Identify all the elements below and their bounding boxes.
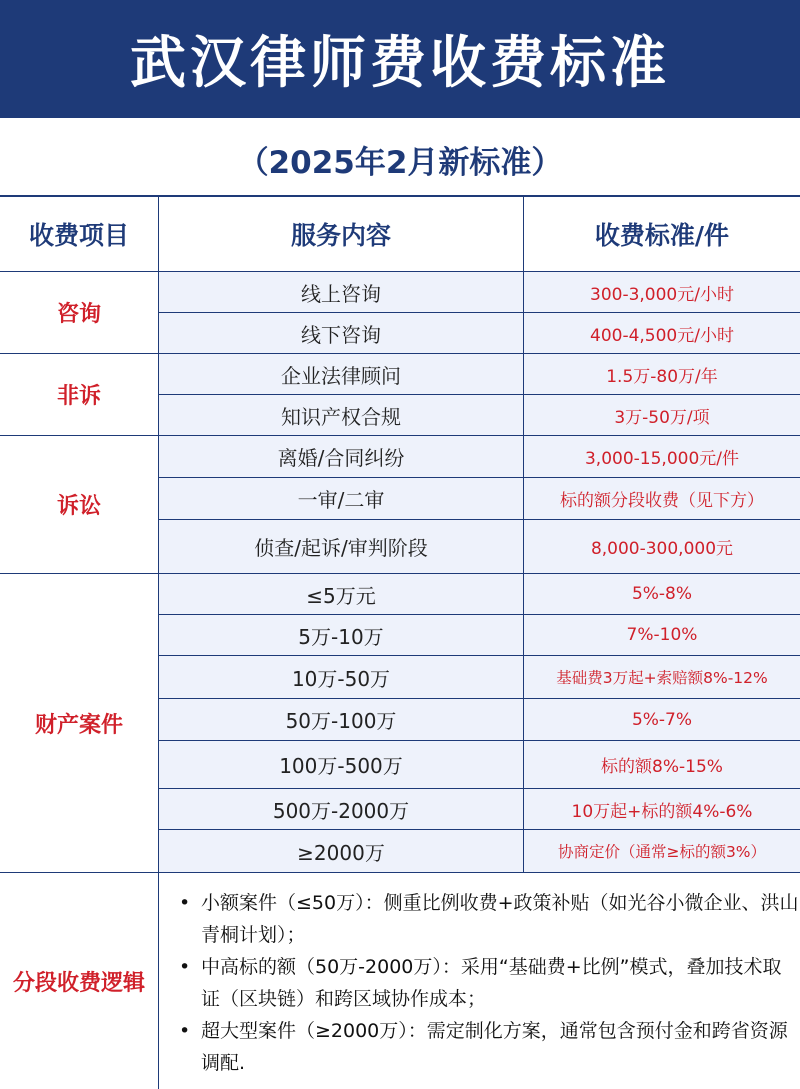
price-cell: 8,000-300,000元 (524, 520, 800, 573)
price-cell: 标的额8%-15% (524, 741, 800, 788)
price-cell: 10万起+标的额4%-6% (524, 789, 800, 829)
bullet-icon: • (179, 1020, 191, 1042)
table-row (159, 699, 800, 741)
service-cell: ≤5万元 (159, 574, 524, 614)
price-cell: 5%-8% (524, 574, 800, 614)
list-item (179, 887, 800, 951)
table-row (159, 478, 800, 520)
group-consult (0, 272, 800, 354)
service-cell: 100万-500万 (159, 741, 524, 788)
price-cell: 5%-7% (524, 699, 800, 740)
service-cell: 知识产权合规 (159, 395, 524, 435)
bullet-text: 超大型案件（≥2000万）：需定制化方案，通常包含预付金和跨省资源调配. (201, 1020, 788, 1074)
table-row (159, 656, 800, 699)
price-cell: 协商定价（通常≥标的额3%） (524, 830, 800, 872)
fee-table (0, 195, 800, 1089)
price-cell: 3万-50万/项 (524, 395, 800, 435)
service-cell: ≥2000万 (159, 830, 524, 872)
price-cell: 3,000-15,000元/件 (524, 436, 800, 477)
table-header (0, 197, 800, 272)
table-row (159, 830, 800, 872)
category-label: 财产案件 (0, 574, 159, 872)
header-service: 服务内容 (159, 197, 524, 271)
table-row (159, 436, 800, 478)
header-price: 收费标准/件 (594, 221, 730, 250)
table-row (159, 313, 800, 353)
table-row (159, 615, 800, 656)
service-cell: 10万-50万 (159, 656, 524, 698)
service-cell: 500万-2000万 (159, 789, 524, 829)
bullet-text: 中高标的额（50万-2000万）：采用“基础费+比例”模式，叠加技术取证（区块链）和跨区域协作成本； (201, 956, 782, 1010)
list-item (179, 1015, 800, 1079)
category-label: 咨询 (0, 272, 159, 353)
table-row (159, 574, 800, 615)
logic-section (0, 873, 800, 1089)
bullet-icon: • (179, 892, 191, 914)
table-row (159, 741, 800, 789)
service-cell: 企业法律顾问 (159, 354, 524, 394)
table-row (159, 789, 800, 830)
table-row (159, 395, 800, 435)
category-label: 非诉 (0, 354, 159, 435)
price-cell: 标的额分段收费（见下方） (524, 478, 800, 519)
price-cell: 400-4,500元/小时 (524, 313, 800, 353)
bullet-text: 小额案件（≤50万）：侧重比例收费+政策补贴（如光谷小微企业、洪山青桐计划）； (201, 892, 799, 946)
list-item (179, 951, 800, 1015)
service-cell: 线上咨询 (159, 272, 524, 312)
group-non-litigation (0, 354, 800, 436)
page-title: 武汉律师费收费标准 (130, 31, 670, 96)
table-row (159, 520, 800, 573)
service-cell: 50万-100万 (159, 699, 524, 740)
title-banner (0, 0, 800, 118)
category-label: 分段收费逻辑 (0, 873, 159, 1089)
price-cell: 300-3,000元/小时 (524, 272, 800, 312)
price-cell: 7%-10% (524, 615, 800, 655)
service-cell: 侦查/起诉/审判阶段 (159, 520, 524, 573)
group-litigation (0, 436, 800, 574)
price-cell: 基础费3万起+索赔额8%-12% (524, 656, 800, 698)
group-property-cases (0, 574, 800, 873)
price-cell: 1.5万-80万/年 (524, 354, 800, 394)
category-label: 诉讼 (0, 436, 159, 573)
service-cell: 线下咨询 (159, 313, 524, 353)
page-subtitle: （2025年2月新标准） (237, 144, 563, 181)
table-row (159, 354, 800, 395)
service-cell: 离婚/合同纠纷 (159, 436, 524, 477)
bullet-icon: • (179, 956, 191, 978)
table-row (159, 272, 800, 313)
service-cell: 5万-10万 (159, 615, 524, 655)
service-cell: 一审/二审 (159, 478, 524, 519)
header-category: 收费项目 (0, 197, 159, 271)
